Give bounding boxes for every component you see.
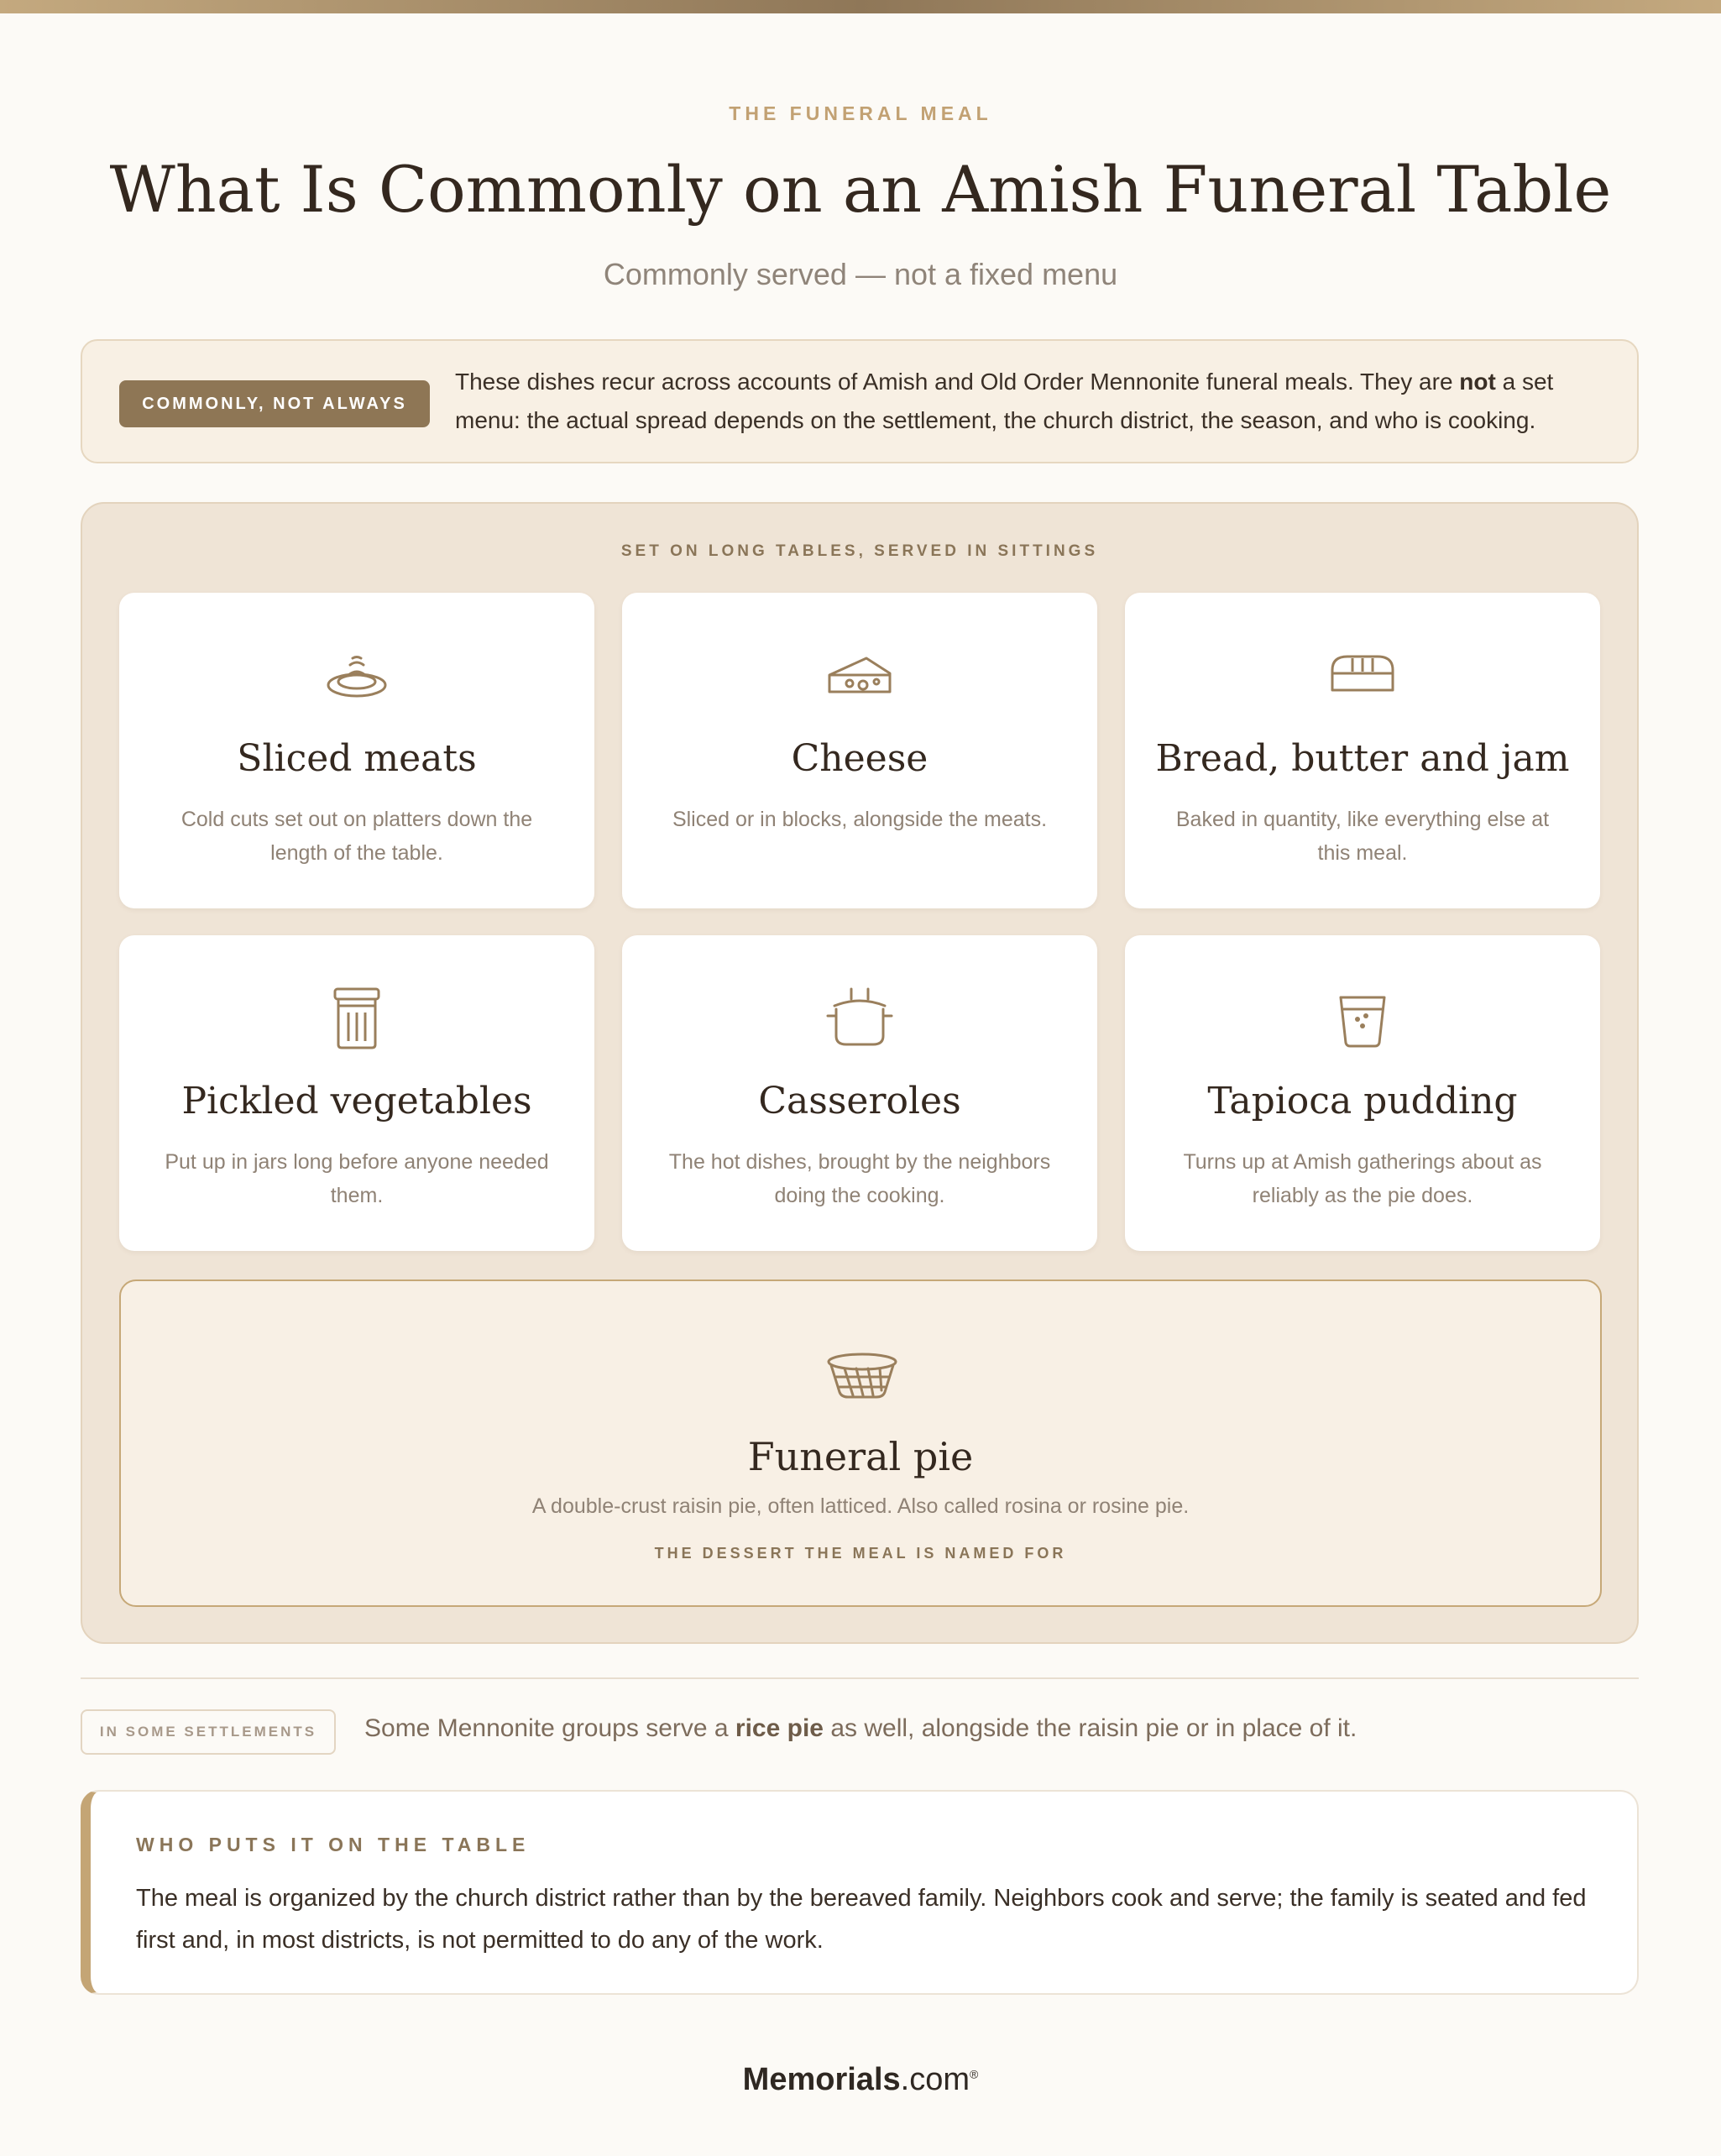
logo-registered-mark: ® bbox=[970, 2067, 979, 2081]
table-spread-panel bbox=[81, 502, 1639, 1644]
dish-name: Bread, butter and jam bbox=[1155, 737, 1570, 780]
page-subtitle: Commonly served — not a fixed menu bbox=[603, 257, 1118, 291]
bread-icon bbox=[1329, 641, 1396, 709]
dish-name: Casseroles bbox=[758, 1080, 961, 1122]
pudding-cup-icon bbox=[1329, 984, 1396, 1051]
dish-card-pickled-vegetables bbox=[119, 935, 594, 1251]
spread-label: SET ON LONG TABLES, SERVED IN SITTINGS bbox=[620, 542, 1099, 560]
dish-desc: Baked in quantity, like everything else at this meal. bbox=[1175, 808, 1550, 865]
memorials-logo[interactable] bbox=[81, 2062, 1640, 2098]
feature-card-funeral-pie bbox=[119, 1279, 1602, 1607]
eyebrow: THE FUNERAL MEAL bbox=[729, 102, 992, 124]
feature-tag: THE DESSERT THE MEAL IS NAMED FOR bbox=[654, 1545, 1067, 1562]
logo-suffix: .com bbox=[900, 2062, 970, 2097]
who-label: WHO PUTS IT ON THE TABLE bbox=[136, 1834, 531, 1855]
platter-icon bbox=[323, 641, 390, 709]
notice-badge: COMMONLY, NOT ALWAYS bbox=[119, 380, 430, 427]
dish-desc: Turns up at Amish gatherings about as reliably as the pie does. bbox=[1183, 1150, 1542, 1207]
notice-box bbox=[81, 339, 1639, 463]
dish-card-bread bbox=[1125, 593, 1600, 908]
dish-card-sliced-meats bbox=[119, 593, 594, 908]
notice-text: These dishes recur across accounts of Amish and Old Order Mennonite funeral meals. They are not a set menu: the actual spread depends on the settlement, the church district, the season, and who is cooking. bbox=[455, 369, 1554, 433]
feature-name: Funeral pie bbox=[747, 1434, 974, 1479]
pie-icon bbox=[826, 1340, 898, 1407]
casserole-icon bbox=[826, 984, 893, 1051]
dish-name: Tapioca pudding bbox=[1207, 1080, 1518, 1122]
dish-name: Cheese bbox=[791, 737, 929, 780]
settlements-emphasis: rice pie bbox=[735, 1714, 824, 1742]
who-callout bbox=[81, 1790, 1639, 1995]
dish-card-cheese bbox=[622, 593, 1097, 908]
dish-name: Pickled vegetables bbox=[181, 1080, 532, 1122]
section-divider bbox=[81, 1677, 1639, 1679]
logo-brand: Memorials bbox=[742, 2062, 901, 2097]
dish-name: Sliced meats bbox=[237, 737, 477, 780]
settlements-badge: IN SOME SETTLEMENTS bbox=[81, 1709, 336, 1755]
dish-desc: Sliced or in blocks, alongside the meats. bbox=[672, 808, 1048, 831]
dish-desc: Cold cuts set out on platters down the length of the table. bbox=[180, 808, 533, 865]
who-text: The meal is organized by the church district rather than by the bereaved family. Neighbors cook and serve; the family is seated and fed first and, in most districts, is not permitted to do any of the work. bbox=[136, 1885, 1587, 1954]
cheese-icon bbox=[826, 641, 893, 709]
top-accent-bar bbox=[0, 0, 1721, 13]
feature-desc: A double-crust raisin pie, often latticed. Also called rosina or rosine pie. bbox=[531, 1494, 1190, 1518]
jar-icon bbox=[323, 984, 390, 1051]
dish-desc: The hot dishes, brought by the neighbors doing the cooking. bbox=[668, 1150, 1051, 1207]
notice-emphasis: not bbox=[1459, 369, 1496, 395]
dish-desc: Put up in jars long before anyone needed them. bbox=[165, 1150, 549, 1207]
settlements-text: Some Mennonite groups serve a rice pie as well, alongside the raisin pie or in place of it. bbox=[364, 1714, 1357, 1742]
dish-card-casseroles bbox=[622, 935, 1097, 1251]
dish-card-tapioca-pudding bbox=[1125, 935, 1600, 1251]
page-title: What Is Commonly on an Amish Funeral Table bbox=[109, 152, 1612, 227]
